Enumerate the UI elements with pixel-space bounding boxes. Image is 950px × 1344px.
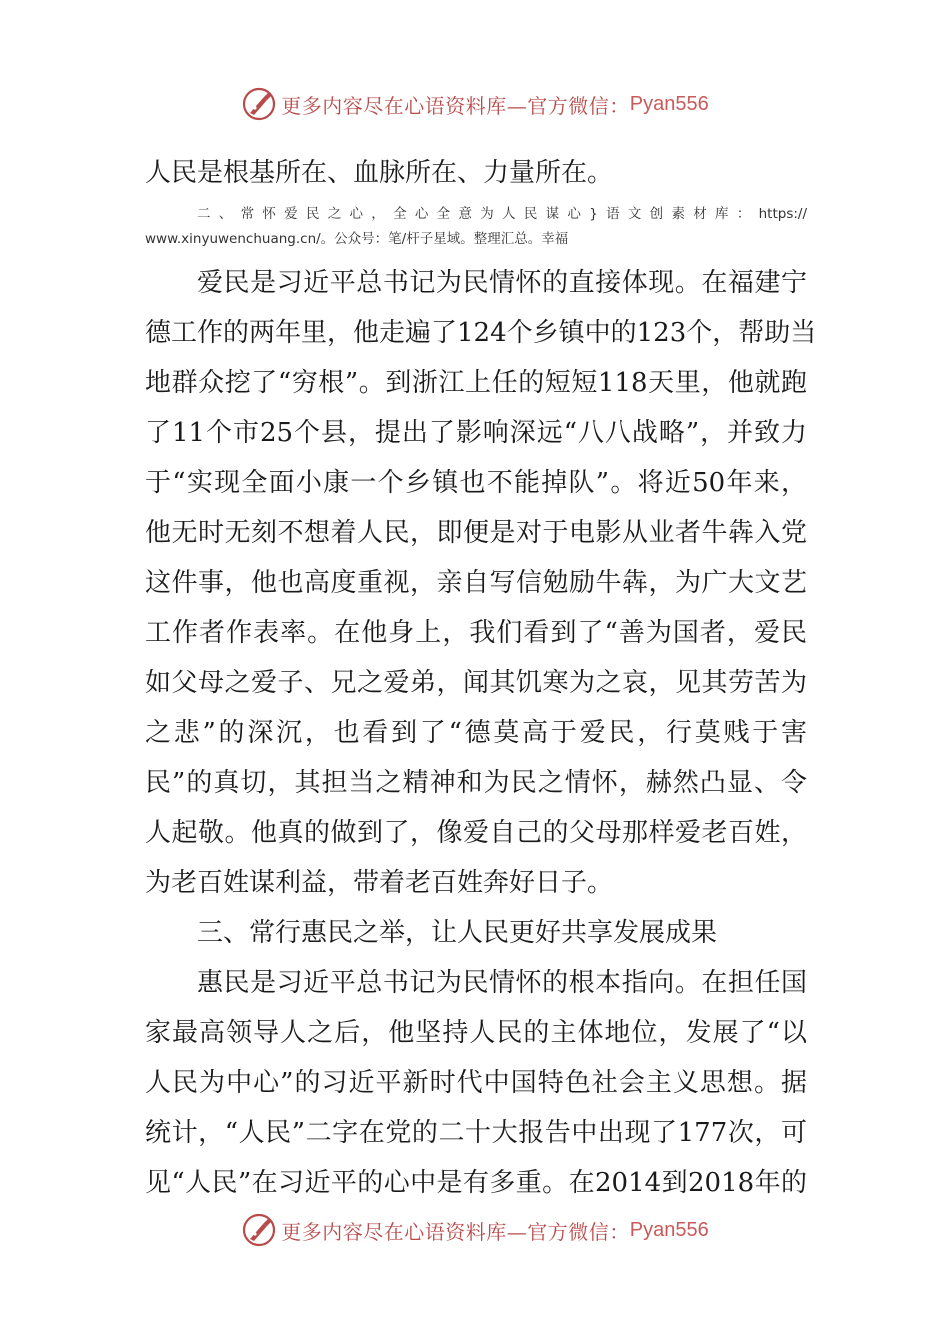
text-line: 如父母之爱子、兄之爱弟，闻其饥寒为之哀，见其劳苦为 <box>145 668 807 698</box>
text-line: 爱民是习近平总书记为民情怀的直接体现。在福建宁 <box>197 268 807 298</box>
pen-nib-logo-icon <box>241 86 277 122</box>
text-line: 家最高领导人之后，他坚持人民的主体地位，发展了“以 <box>145 1018 807 1048</box>
text-line: 这件事，他也高度重视，亲自写信勉励牛犇，为广大文艺 <box>145 568 807 598</box>
text-line: 于“实现全面小康一个乡镇也不能掉队”。将近50年来， <box>145 468 807 498</box>
text-line: 民”的真切，其担当之精神和为民之情怀，赫然凸显、令 <box>145 768 807 798</box>
header-watermark-banner <box>0 84 950 124</box>
inserted-note-line: 二、常怀爱民之心，全心全意为人民谋心}语文创素材库：https:// <box>197 206 807 222</box>
text-line: 人起敬。他真的做到了，像爱自己的父母那样爱老百姓， <box>145 818 807 848</box>
text-line: 人民是根基所在、血脉所在、力量所在。 <box>145 158 614 188</box>
text-line: 见“人民”在习近平的心中是有多重。在2014到2018年的 <box>145 1168 807 1198</box>
text-line: 人民为中心”的习近平新时代中国特色社会主义思想。据 <box>145 1068 807 1098</box>
footer-watermark-banner <box>0 1210 950 1250</box>
paragraph-aimin <box>145 258 817 908</box>
inserted-note-line: www.xinyuwenchuang.cn/。公众号：笔/杆子星域。整理汇总。幸福 <box>145 231 569 247</box>
text-line: 之悲”的深沉，也看到了“德莫高于爱民，行莫贱于害 <box>145 718 807 748</box>
pen-nib-logo-icon <box>241 1212 277 1248</box>
text-line: 为老百姓谋利益，带着老百姓奔好日子。 <box>145 868 614 898</box>
section-heading: 三、常行惠民之举，让人民更好共享发展成果 <box>197 918 718 948</box>
text-line: 了11个市25个县，提出了影响深远“八八战略”，并致力 <box>145 418 807 448</box>
text-line: 惠民是习近平总书记为民情怀的根本指向。在担任国 <box>197 968 807 998</box>
text-line: 地群众挖了“穷根”。到浙江上任的短短118天里，他就跑 <box>145 368 807 398</box>
document-body <box>145 148 817 1208</box>
text-line: 工作者作表率。在他身上，我们看到了“善为国者，爱民 <box>145 618 807 648</box>
text-line: 德工作的两年里，他走遍了124个乡镇中的123个，帮助当 <box>145 318 817 348</box>
paragraph-huimin <box>145 958 807 1208</box>
banner-text: 更多内容尽在心语资料库—官方微信： <box>281 93 630 118</box>
banner-wechat-id: Pyan556 <box>629 1218 709 1241</box>
text-line: 统计，“人民”二字在党的二十大报告中出现了177次，可 <box>145 1118 807 1148</box>
text-line: 他无时无刻不想着人民，即便是对于电影从业者牛犇入党 <box>145 518 807 548</box>
banner-wechat-id: Pyan556 <box>629 92 709 115</box>
banner-text: 更多内容尽在心语资料库—官方微信： <box>281 1219 630 1244</box>
